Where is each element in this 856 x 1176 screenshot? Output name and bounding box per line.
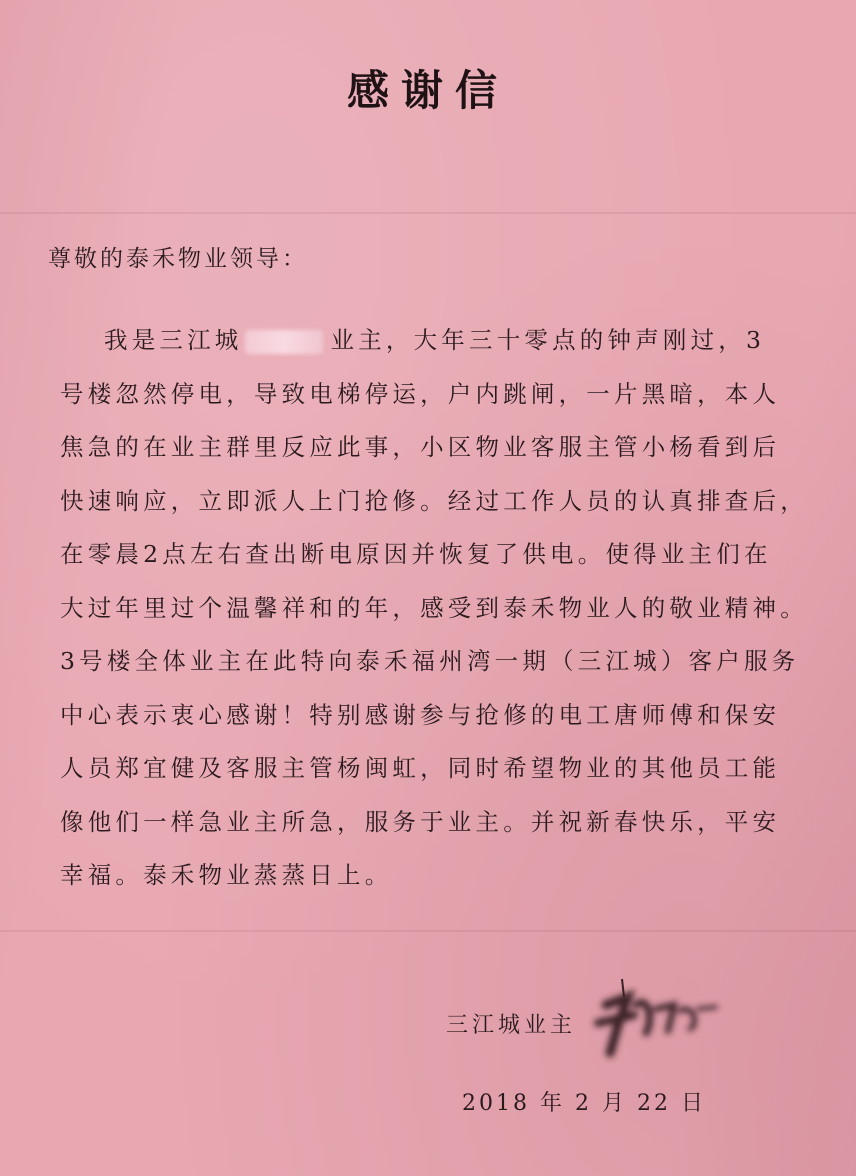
blurred-signature	[588, 975, 728, 1065]
body-line-start: 我是三江城	[104, 326, 243, 354]
body-line: 人员郑宜健及客服主管杨闽虹，同时希望物业的其他员工能	[60, 754, 781, 782]
body-line: 在零晨2点左右查出断电原因并恢复了供电。使得业主们在	[60, 540, 772, 568]
body-line: 快速响应，立即派人上门抢修。经过工作人员的认真排查后，	[60, 486, 808, 515]
letter-body	[60, 314, 820, 903]
letter-date: 2018 年 2 月 22 日	[462, 1091, 706, 1116]
redacted-unit-number	[245, 330, 323, 354]
body-line	[60, 314, 820, 368]
salutation: 尊敬的泰禾物业领导：	[48, 246, 308, 272]
body-line: 焦急的在业主群里反应此事，小区物业客服主管小杨看到后	[60, 433, 781, 461]
paper-fold-line	[0, 212, 856, 214]
body-line: 号楼忽然停电，导致电梯停运，户内跳闸，一片黑暗，本人	[60, 379, 781, 408]
body-line: 3号楼全体业主在此特向泰禾福州湾一期（三江城）客户服务	[60, 647, 800, 675]
paper-fold-line	[0, 930, 856, 932]
body-line-rest: 业主，大年三十零点的钟声刚过，3	[330, 326, 766, 354]
body-line: 幸福。泰禾物业蒸蒸日上。	[60, 861, 393, 889]
body-line: 像他们一样急业主所急，服务于业主。并祝新春快乐，平安	[60, 807, 781, 836]
body-line: 中心表示衷心感谢！特别感谢参与抢修的电工唐师傅和保安	[60, 700, 781, 729]
signoff: 三江城业主	[446, 1013, 577, 1038]
body-line: 大过年里过个温馨祥和的年，感受到泰禾物业人的敬业精神。	[60, 593, 808, 622]
letter-title: 感谢信	[346, 66, 509, 115]
